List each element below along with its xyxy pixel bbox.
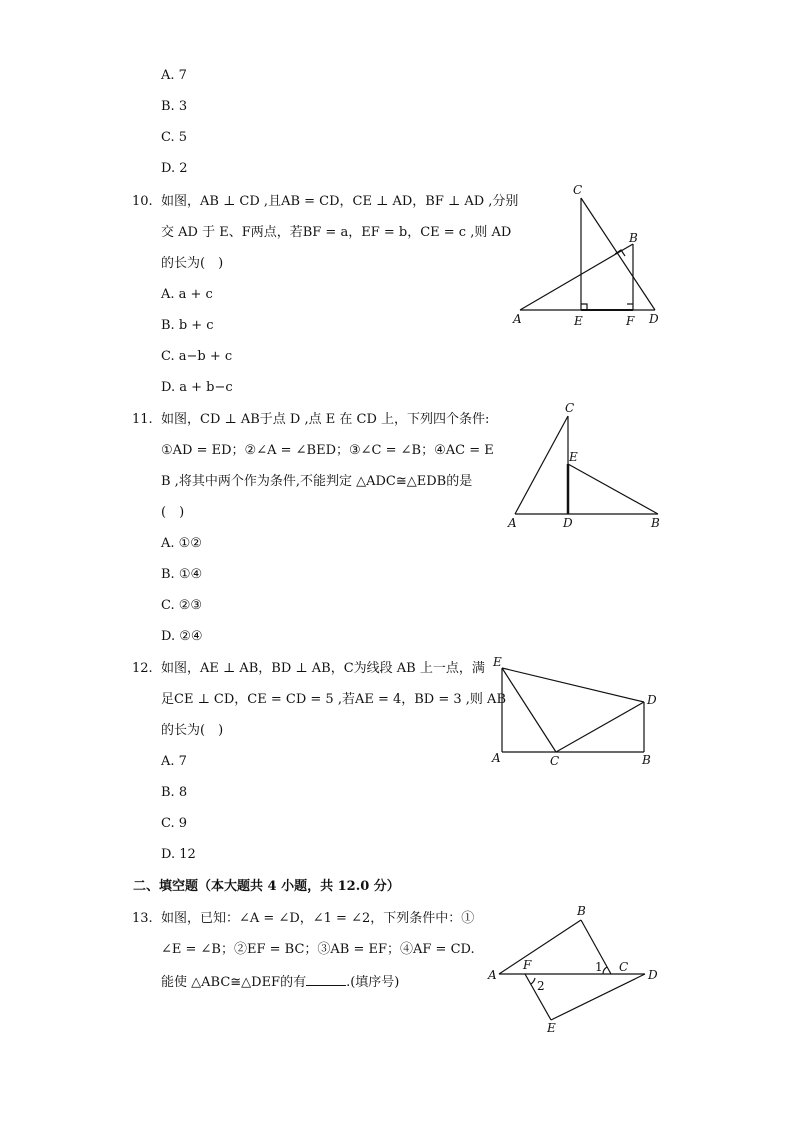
q13-label-d: D [648,968,658,982]
q12-text-line-2: 足CE ⊥ CD，CE = CD = 5 ,若AE = 4，BD = 3 ,则 AB [161,692,507,707]
q10-label-d: D [649,312,659,326]
q10-number: 10. [132,194,153,209]
q10-text-line-3: 的长为( ) [161,256,224,271]
q12-option-b: B. 8 [161,785,188,800]
q12-option-d: D. 12 [161,847,196,862]
q12-text-line-1: 如图，AE ⊥ AB，BD ⊥ AB，C为线段 AB 上一点，满 [161,661,485,676]
q11-label-c: C [565,401,575,415]
q11-number: 11. [132,412,153,427]
q11-text-line-1: 如图，CD ⊥ AB于点 D ,点 E 在 CD 上，下列四个条件: [161,412,490,427]
q13-text-line-2: ∠E = ∠B；②EF = BC；③AB = EF；④AF = CD. [161,942,475,957]
q12-label-e: E [493,655,502,669]
q10-label-a: A [513,312,522,326]
q13-text-line-3-suffix: .(填序号) [346,975,400,990]
q11-line-ac [515,416,568,514]
q10-figure [505,180,675,330]
q12-text-line-3: 的长为( ) [161,723,224,738]
q11-label-d: D [563,516,573,530]
q13-text-line-3-prefix: 能使 △ABC≅△DEF的有 [161,975,307,990]
q9-option-c: C. 5 [161,130,188,145]
q13-line-ab [499,920,581,974]
q12-label-a: A [492,751,501,765]
q13-angle-1-arc [603,967,607,974]
q11-text-line-4: ( ) [161,505,185,520]
q11-label-b: B [651,516,660,530]
q11-option-a: A. ①② [161,536,202,551]
q12-label-c: C [550,754,560,768]
q13-label-f: F [523,958,532,972]
q13-text-line-1: 如图，已知：∠A = ∠D，∠1 = ∠2，下列条件中：① [161,911,475,926]
q11-option-d: D. ②④ [161,629,203,644]
q13-line-ed [551,974,645,1020]
q13-label-angle-2: 2 [537,979,545,993]
q12-line-ed [502,668,644,702]
q9-option-d: D. 2 [161,161,188,176]
q10-option-b: B. b + c [161,318,214,333]
q11-text-line-3: B ,将其中两个作为条件,不能判定 △ADC≅△EDB的是 [161,474,473,489]
q10-option-d: D. a + b−c [161,380,233,395]
q10-line-cd [581,198,655,310]
q12-line-ec [502,668,556,752]
q11-option-b: B. ①④ [161,567,203,582]
q13-label-b: B [577,904,586,918]
q13-label-c: C [619,960,629,974]
q12-number: 12. [132,661,153,676]
q13-figure [485,898,665,1038]
q9-option-a: A. 7 [161,68,187,83]
q11-label-a: A [508,516,517,530]
q12-option-a: A. 7 [161,754,187,769]
q13-label-angle-1: 1 [595,960,603,974]
q13-label-a: A [488,968,497,982]
q13-text-line-3 [161,973,399,991]
q11-text-line-2: ①AD = ED；②∠A = ∠BED；③∠C = ∠B；④AC = E [161,443,494,458]
q12-label-d: D [647,693,657,707]
q12-option-c: C. 9 [161,816,188,831]
q10-text-line-2: 交 AD 于 E、F两点，若BF = a，EF = b，CE = c ,则 AD [161,225,512,240]
q11-label-e: E [569,450,578,464]
q11-option-c: C. ②③ [161,598,203,613]
q9-option-b: B. 3 [161,99,188,114]
q10-option-a: A. a + c [161,287,213,302]
q12-line-cd [556,702,644,752]
q10-label-e: E [574,314,583,328]
q10-label-f: F [626,314,635,328]
q12-label-b: B [642,753,651,767]
q10-label-c: C [573,183,583,197]
q10-label-b: B [629,231,638,245]
q10-text-line-1: 如图，AB ⊥ CD ,且AB = CD，CE ⊥ AD，BF ⊥ AD ,分别 [161,194,519,209]
section-2-heading: 二、填空题（本大题共 4 小题，共 12.0 分） [133,879,400,894]
q13-label-e: E [547,1021,556,1035]
q13-answer-blank[interactable] [306,973,346,986]
q13-number: 13. [132,911,153,926]
q10-option-c: C. a−b + c [161,349,233,364]
q12-figure [488,652,668,772]
q13-angle-2-arc [531,978,535,984]
q11-line-eb [568,464,658,514]
q11-figure [503,398,673,533]
